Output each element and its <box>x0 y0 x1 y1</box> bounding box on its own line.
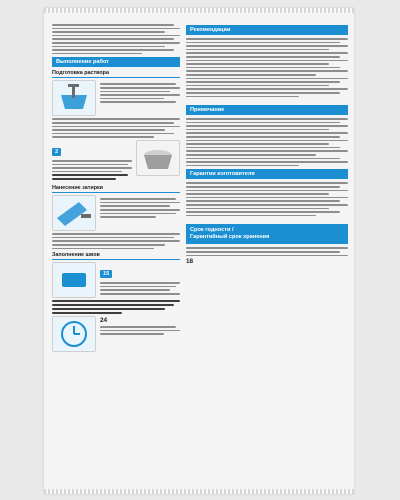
fill-step-text-placeholder <box>100 282 180 294</box>
section-shelf-life-header <box>186 224 348 244</box>
prep-step-1-text-placeholder <box>100 81 180 105</box>
drying-step-text-placeholder <box>100 326 180 335</box>
packaging-sheet <box>44 8 354 494</box>
drying-step <box>52 316 180 352</box>
left-column <box>52 22 180 352</box>
prep-step-2-text-placeholder <box>52 160 132 180</box>
fill-step <box>52 262 180 298</box>
fill-text-placeholder <box>52 300 180 314</box>
hours-number: 24 <box>100 317 108 325</box>
mixing-bowl-icon <box>52 80 96 116</box>
apply-step-text-placeholder <box>100 196 180 220</box>
right-column <box>186 22 348 266</box>
clock-icon <box>52 316 96 352</box>
prep-text-placeholder <box>52 118 180 138</box>
mix-number-badge: 2 <box>52 148 61 156</box>
section-execution-header: Выполнение работ <box>52 57 180 67</box>
section-recommendations-header: Рекомендации <box>186 25 348 35</box>
subsection-fill-header: Заполнение швов <box>52 252 180 260</box>
section-guarantee-header: Гарантии изготовителя <box>186 169 348 179</box>
section-notes-header: Примечание <box>186 105 348 115</box>
apply-step <box>52 195 180 231</box>
sponge-icon <box>52 262 96 298</box>
apply-text-placeholder <box>52 233 180 249</box>
mixing-bowl-icon <box>136 140 180 176</box>
months-number: 18 <box>186 258 194 266</box>
prep-step-2 <box>52 140 180 182</box>
packaging-crimp-bottom <box>44 489 354 494</box>
recommendations-text-placeholder <box>186 38 348 97</box>
guarantee-text-placeholder <box>186 182 348 216</box>
subsection-prep-header: Подготовка раствора <box>52 70 180 78</box>
prep-step-1 <box>52 80 180 116</box>
shelf-life-text-placeholder <box>186 247 348 256</box>
shelf-life-header-line-1: Срок годности / <box>190 227 234 234</box>
tile-number-badge: 15 <box>100 270 112 278</box>
intro-text-placeholder <box>52 24 180 54</box>
shelf-life-header-line-2: Гарантийный срок хранения <box>190 234 270 241</box>
notes-text-placeholder <box>186 118 348 166</box>
trowel-icon <box>52 195 96 231</box>
subsection-apply-header: Нанесение затирки <box>52 185 180 193</box>
packaging-crimp-top <box>44 8 354 13</box>
